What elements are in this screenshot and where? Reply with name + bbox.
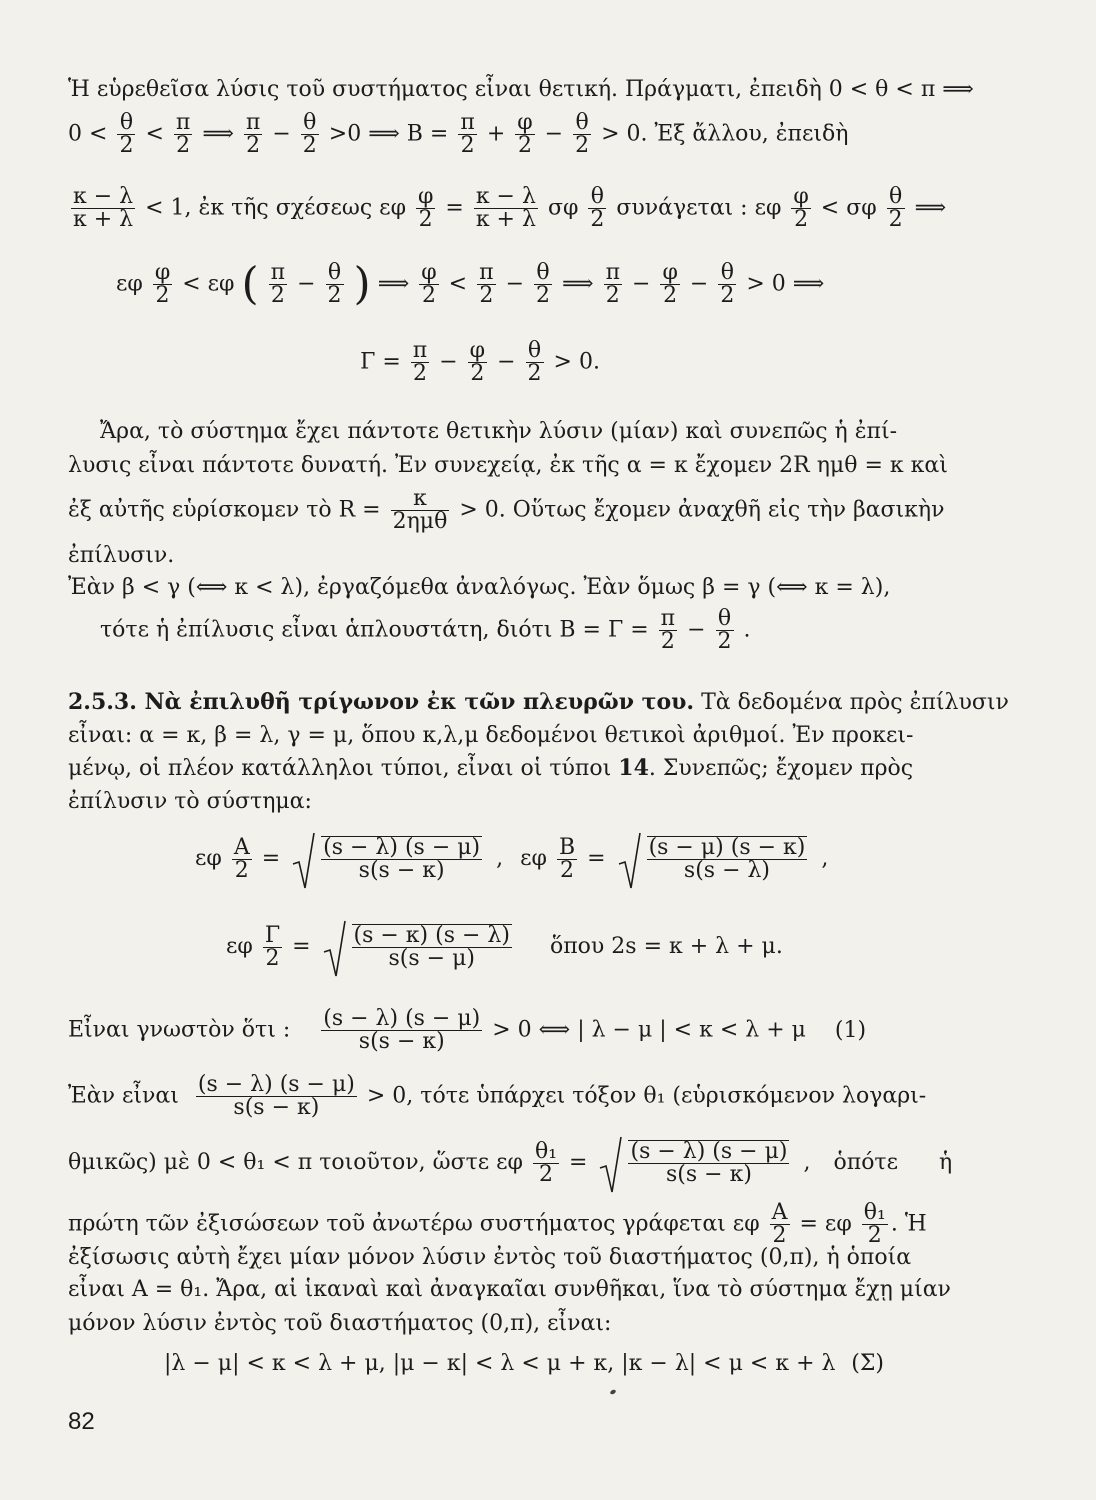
denominator: 2 (327, 283, 342, 308)
sqrt (291, 836, 485, 882)
sqrt (598, 1140, 792, 1186)
math-text: − (632, 271, 651, 297)
math-text: = (292, 934, 311, 959)
math-text: < (182, 271, 201, 297)
denominator: 2 (575, 133, 590, 158)
math-text: − (687, 617, 706, 643)
text-run: τότε ἡ ἐπίλυσις εἶναι ἁπλουστάτη, διότι B = Γ = (100, 617, 649, 643)
numerator: φ (793, 184, 809, 209)
denominator: 2 (660, 629, 675, 654)
math-text: > (746, 271, 765, 297)
numerator: θ (588, 186, 606, 209)
equation-half-angle-ab (195, 836, 1065, 882)
fraction (352, 924, 512, 970)
math-text: − (297, 271, 316, 297)
fraction (474, 186, 538, 231)
fraction (232, 834, 252, 883)
numerator: B (558, 834, 576, 860)
fraction (244, 112, 262, 157)
fraction (557, 834, 577, 883)
numerator: π (605, 260, 621, 285)
text-run: Τὰ δεδομένα πρὸς ἐπίλυσιν (701, 690, 1009, 715)
denominator: 2 (536, 283, 551, 308)
text-run: θμικῶς) μὲ 0 < θ₁ < π τοιοῦτον, ὥστε εφ (68, 1150, 523, 1175)
fraction (477, 262, 495, 307)
text-run: Ἡ (904, 1211, 927, 1237)
paren: ) (353, 258, 371, 310)
text-run: ὁπότε (833, 1150, 899, 1175)
math-text: = (587, 846, 606, 871)
math-text: 0 (68, 121, 82, 147)
fraction (718, 262, 736, 307)
numerator: θ (526, 340, 544, 363)
text-run: ἡ (939, 1150, 953, 1175)
denominator: 2 (119, 133, 134, 158)
fraction (458, 112, 476, 157)
denominator: 2 (265, 945, 280, 971)
fraction (174, 112, 192, 157)
fraction (263, 922, 282, 971)
gamma-line (40, 340, 920, 385)
denominator: 2 (560, 857, 575, 883)
text-run: συνάγεται : εφ (616, 195, 782, 221)
denominator: 2 (590, 207, 605, 232)
fraction (411, 340, 429, 385)
fraction (321, 836, 482, 882)
numerator: (s − λ) (s − μ) (323, 835, 481, 860)
denominator: 2 (234, 857, 249, 883)
numerator: (s − λ) (s − μ) (197, 1072, 355, 1097)
math-text: > 0 ⟺ | λ − μ | < κ < λ + μ (492, 1017, 806, 1043)
math-text: − (272, 121, 291, 147)
fraction (770, 1202, 790, 1247)
text-run: > 0. Οὕτως ἔχομεν ἀναχθῆ εἰς τὴν βασικὴν (459, 497, 945, 523)
numerator: φ (154, 260, 171, 285)
text-line: Ἐὰν β < γ (⟺ κ < λ), ἐργαζόμεθα ἀναλόγως. Ἐὰν ὅμως β = γ (⟺ κ = λ), (68, 575, 891, 600)
denominator: κ + λ (475, 207, 536, 232)
fraction (71, 186, 135, 231)
numerator: θ (887, 186, 905, 209)
math-text: . (890, 1211, 898, 1237)
numerator: θ (326, 262, 344, 285)
text-line: ἐπίλυσιν τὸ σύστημα: (68, 789, 312, 814)
sqrt (322, 924, 515, 970)
denominator: 2 (155, 283, 170, 308)
denominator: 2 (421, 283, 436, 308)
denominator: 2 (517, 133, 532, 158)
inequality-line (68, 112, 938, 157)
text-run: > 0. Ἐξ ἄλλου, ἐπειδὴ (601, 121, 849, 147)
text-line: Ἄρα, τὸ σύστημα ἔχει πάντοτε θετικὴν λύσιν (μίαν) καὶ συνεπῶς ἡ ἐπί- (100, 419, 898, 444)
denominator: s(s − κ) (358, 1029, 445, 1054)
text-run: > 0, τότε ὑπάρχει τόξον θ₁ (εὑρισκόμενον λογαρι- (366, 1083, 927, 1109)
denominator: 2 (720, 283, 735, 308)
equation-half-angle-g (226, 924, 1096, 970)
numerator: A (771, 1200, 788, 1225)
fraction (647, 836, 808, 882)
numerator: θ (534, 262, 552, 285)
denominator: s(s − κ) (666, 1162, 752, 1187)
numerator: A (233, 834, 250, 860)
math-text: ⟹ (202, 121, 234, 147)
fraction (468, 340, 487, 385)
math-text: εφ (226, 934, 253, 959)
math-text: − (439, 349, 458, 375)
text-run: ἐξ αὐτῆς εὑρίσκομεν τὸ R = (68, 497, 381, 523)
numerator: θ (718, 262, 736, 285)
text-line: μόνον λύσιν ἐντὸς τοῦ διαστήματος (0,π), εἶναι: (68, 1311, 612, 1336)
numerator: π (175, 110, 191, 135)
fraction (791, 186, 810, 231)
fraction (391, 488, 450, 533)
denominator: 2 (527, 361, 542, 386)
numerator: π (412, 338, 428, 363)
text-run: . Συνεπῶς; ἔχομεν πρὸς (648, 756, 914, 781)
fraction (588, 186, 606, 231)
math-text: εφ (116, 271, 143, 297)
numerator: π (460, 110, 475, 135)
formula-ref: 14 (618, 755, 649, 781)
math-text: − (544, 121, 564, 147)
numerator: (s − λ) (s − μ) (323, 1006, 481, 1031)
math-text: εφ (520, 846, 547, 871)
radical-sign (598, 1136, 622, 1194)
math-text: , (803, 1150, 811, 1175)
denominator: 2 (470, 361, 485, 386)
denominator: 2 (717, 629, 732, 654)
math-text: − (689, 271, 709, 297)
numerator: (s − μ) (s − κ) (648, 835, 806, 860)
numerator: φ (517, 110, 533, 135)
math-text: > 0. (553, 349, 600, 375)
fraction (526, 340, 544, 385)
math-text: − (505, 271, 525, 297)
denominator: κ + λ (73, 207, 134, 232)
numerator: θ (716, 608, 734, 631)
math-text: εφ (195, 846, 222, 871)
math-text: < (89, 121, 108, 147)
denominator: 2 (794, 207, 809, 232)
text-line: Ἡ εὑρεθεῖσα λύσις τοῦ συστήματος εἶναι θετική. Πράγματι, ἐπειδὴ 0 < θ < π ⟹ (68, 77, 974, 102)
numerator: π (245, 110, 261, 135)
denominator: 2 (772, 1223, 787, 1248)
denominator: 2 (413, 361, 427, 386)
fraction (269, 262, 287, 307)
denominator: 2 (270, 283, 285, 308)
numerator: π (270, 260, 286, 285)
denominator: 2 (539, 1161, 553, 1187)
fraction (862, 1202, 888, 1247)
denominator: 2ημθ (392, 509, 448, 534)
math-text: = εφ (799, 1211, 852, 1237)
numerator: θ (301, 112, 319, 135)
condition-line (68, 1008, 938, 1053)
text-line (68, 1138, 953, 1187)
text-line (68, 1074, 938, 1119)
text-line (100, 608, 970, 653)
numerator: φ (469, 338, 486, 363)
denominator: s(s − κ) (233, 1095, 320, 1120)
radical-sign (617, 832, 641, 890)
math-text: , (496, 846, 504, 871)
numerator: κ − λ (73, 184, 134, 209)
denominator: 2 (418, 207, 433, 232)
text-line: ἐπίλυσιν. (68, 543, 175, 568)
numerator: θ (117, 112, 135, 135)
fraction (321, 1008, 482, 1053)
fraction (416, 186, 435, 231)
ink-speck (609, 1389, 616, 1395)
relation-line (68, 184, 947, 232)
radical-sign (322, 920, 346, 978)
text-run: < 1, ἐκ τῆς σχέσεως εφ (145, 195, 406, 221)
text-run: Ἐὰν εἶναι (68, 1083, 179, 1109)
math-text: ⟹ (792, 271, 825, 297)
math-text: Γ = (360, 349, 401, 375)
text-run: μένῳ, οἱ πλέον κατάλληλοι τύποι, εἶναι οἱ τύποι (68, 756, 612, 781)
math-text: = (569, 1150, 588, 1175)
text-line: ἐξίσωσις αὐτὴ ἔχει μίαν μόνον λύσιν ἐντὸς τοῦ διαστήματος (0,π), ἡ ὁποία (68, 1245, 912, 1270)
page-number: 82 (68, 1408, 95, 1435)
fraction (515, 112, 534, 157)
numerator: (s − κ) (s − λ) (353, 923, 510, 948)
math-text: , (821, 846, 829, 871)
numerator: κ (391, 488, 450, 511)
text-line (68, 1202, 938, 1247)
text-run: Εἶναι γνωστὸν ὅτι : (68, 1017, 291, 1043)
numerator: φ (417, 184, 434, 209)
denominator: 2 (605, 283, 620, 308)
denominator: 2 (460, 133, 475, 158)
denominator: 2 (663, 283, 678, 308)
math-text: εφ (207, 271, 235, 297)
math-text: ⟹ (914, 195, 947, 221)
denominator: 2 (302, 133, 317, 158)
equation-number: (1) (834, 1017, 867, 1043)
sqrt (617, 836, 811, 882)
numerator: π (479, 260, 494, 285)
numerator: (s − λ) (s − μ) (630, 1139, 788, 1164)
math-text: ⟹ (562, 271, 594, 297)
fraction (887, 186, 905, 231)
fraction (196, 1074, 357, 1119)
denominator: 2 (888, 207, 903, 232)
numerator: θ (573, 112, 591, 135)
denominator: 2 (246, 133, 261, 158)
denominator: 2 (479, 283, 494, 308)
numerator: θ₁ (863, 1200, 886, 1225)
text-line (68, 486, 945, 534)
fraction (573, 112, 591, 157)
radical-sign (291, 832, 315, 890)
section-heading-line (68, 688, 1009, 717)
math-text: − (497, 349, 516, 375)
numerator: κ − λ (475, 184, 536, 209)
math-text: < σφ (820, 195, 877, 221)
text-line (68, 754, 938, 783)
fraction (326, 262, 344, 307)
fraction (533, 1138, 559, 1187)
math-text: + (486, 121, 506, 147)
denominator: s(s − λ) (683, 858, 771, 883)
numerator: φ (421, 260, 437, 285)
fraction (604, 262, 622, 307)
math-text: = (445, 195, 464, 221)
text-line: εἶναι A = θ₁. Ἄρα, αἱ ἱκαναὶ καὶ ἀναγκαῖαι συνθῆκαι, ἵνα τὸ σύστημα ἔχῃ μίαν (68, 1277, 951, 1302)
text-line: εἶναι: α = κ, β = λ, γ = μ, ὅπου κ,λ,μ δεδομένοι θετικοὶ ἀριθμοί. Ἐν προκει- (68, 723, 914, 748)
numerator: Γ (264, 922, 281, 948)
math-text: < (448, 271, 468, 297)
math-text: ⟹ (377, 271, 410, 297)
denominator: 2 (867, 1223, 882, 1248)
text-run: πρώτη τῶν ἐξισώσεων τοῦ ἀνωτέρω συστήματος γράφεται εφ (68, 1211, 760, 1237)
math-text: . (743, 617, 751, 643)
system-conditions (164, 1350, 884, 1378)
math-text: = (261, 846, 281, 871)
denominator: s(s − κ) (358, 858, 445, 883)
equation-number: (Σ) (851, 1351, 884, 1376)
math-text: |λ − μ| < κ < λ + μ, |μ − κ| < λ < μ + κ, |κ − λ| < μ < κ + λ (164, 1351, 836, 1376)
fraction (628, 1140, 789, 1186)
fraction (660, 262, 679, 307)
fraction (117, 112, 135, 157)
text-run: ὅπου 2s = κ + λ + μ. (549, 934, 783, 959)
denominator: s(s − μ) (388, 946, 475, 971)
fraction (716, 608, 734, 653)
numerator: θ₁ (534, 1138, 558, 1164)
math-text: 0 (771, 271, 786, 297)
numerator: φ (662, 260, 678, 285)
fraction (659, 608, 677, 653)
fraction (153, 262, 172, 307)
tangent-line (116, 258, 986, 310)
math-text: >0 ⟹ B = (328, 121, 449, 147)
numerator: π (660, 606, 676, 631)
math-text: σφ (547, 195, 579, 221)
math-text: < (145, 121, 164, 147)
fraction (419, 262, 438, 307)
denominator: 2 (176, 133, 191, 158)
fraction (301, 112, 319, 157)
paren: ( (241, 258, 259, 310)
text-line: λυσις εἶναι πάντοτε δυνατή. Ἐν συνεχείᾳ, ἐκ τῆς α = κ ἔχομεν 2R ημθ = κ καὶ (68, 453, 948, 478)
section-heading: 2.5.3. Νὰ ἐπιλυθῆ τρίγωνον ἐκ τῶν πλευρῶν του. (68, 689, 695, 715)
fraction (534, 262, 552, 307)
